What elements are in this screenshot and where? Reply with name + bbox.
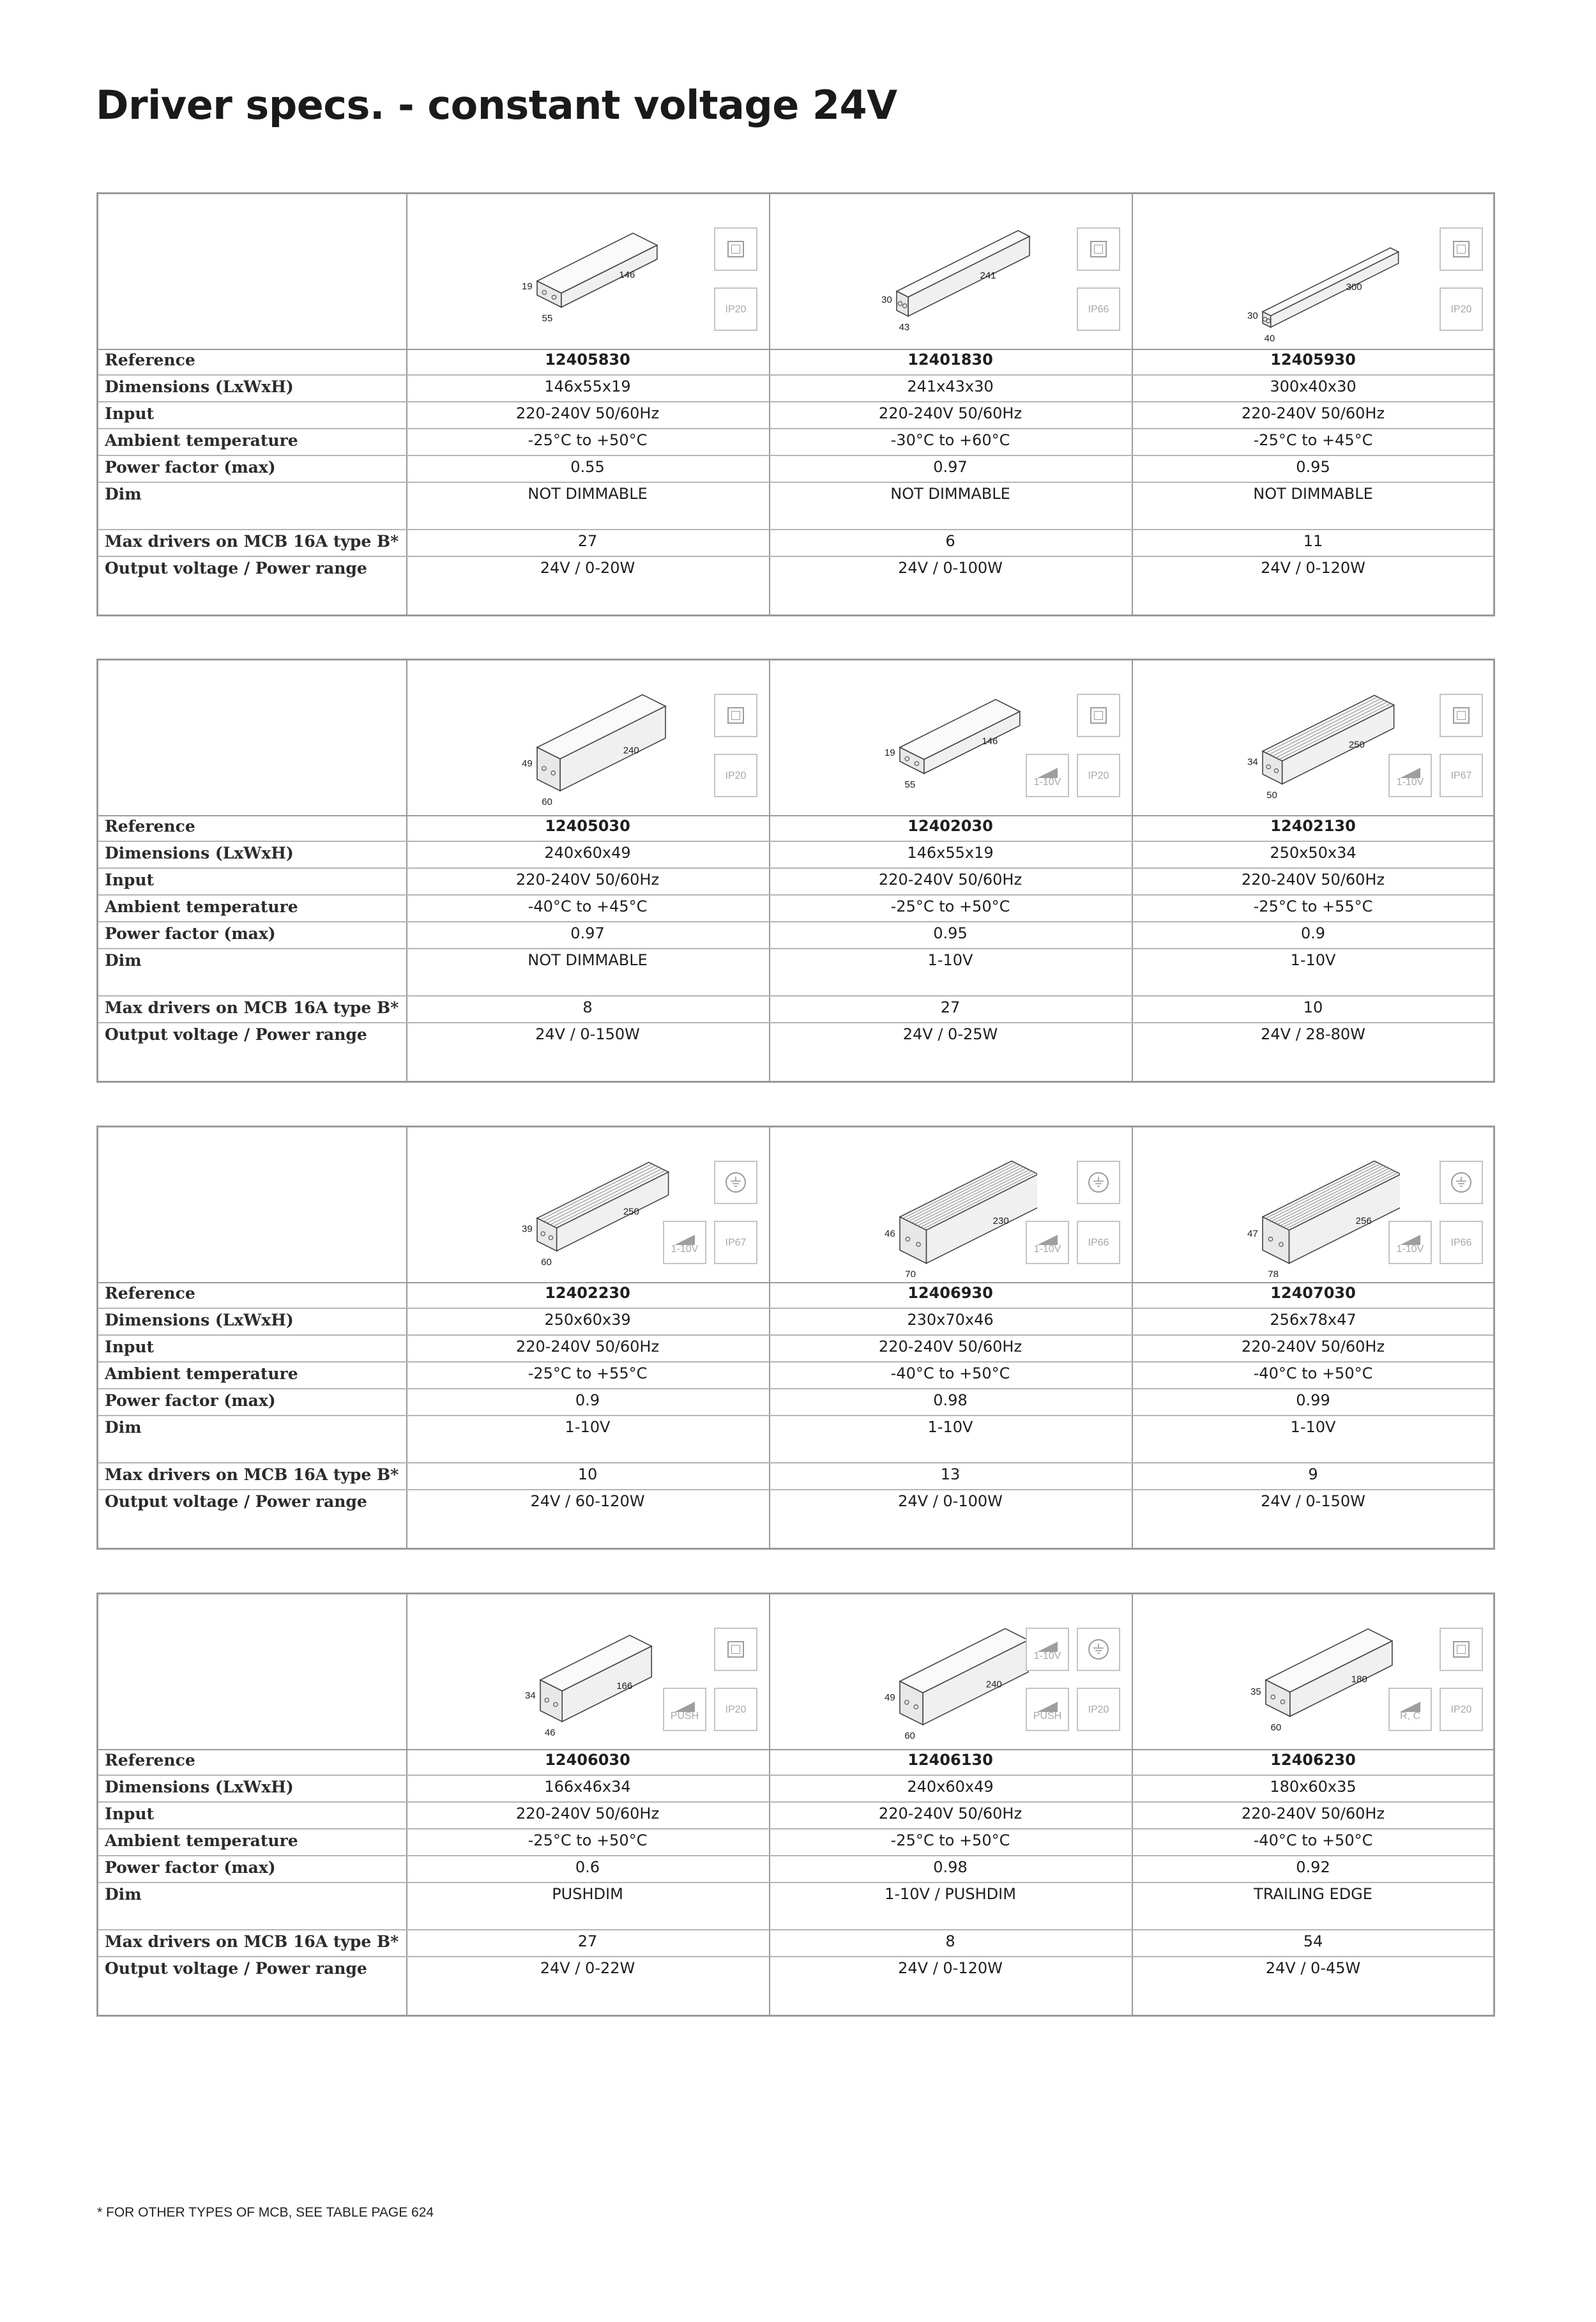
product-drawing (1234, 689, 1400, 810)
spec-value: -40°C to +50°C (1253, 1831, 1373, 1849)
spec-value: 6 (945, 532, 955, 550)
row-label: Input (105, 871, 155, 889)
spec-value: 12406130 (908, 1751, 993, 1769)
dimension-width-label: 55 (904, 779, 916, 790)
product-drawing (1234, 1623, 1400, 1744)
dimension-height-label: 47 (1247, 1228, 1258, 1240)
ip-rating-badge (1440, 1221, 1483, 1264)
spec-value: 1-10V / PUSHDIM (885, 1885, 1016, 1903)
row-label: Reference (105, 817, 195, 836)
product-drawing (508, 689, 674, 810)
dimension-height-label: 49 (885, 1692, 895, 1703)
spec-value: 24V / 0-150W (1261, 1492, 1365, 1510)
earth-lines-icon (728, 1176, 743, 1189)
dimming-badge (663, 1221, 706, 1264)
dimension-width-label: 40 (1264, 333, 1275, 344)
ip-rating-label: IP66 (1450, 1237, 1472, 1248)
product-image-cell (769, 1127, 1132, 1282)
product-image-row (98, 194, 1493, 350)
spec-value: 11 (1303, 532, 1323, 550)
spec-value: 250x50x34 (1270, 844, 1357, 862)
dimming-type-label: 1-10V (1033, 1244, 1061, 1255)
spec-value: 1-10V (1290, 951, 1336, 969)
dimension-height-label: 35 (1250, 1686, 1261, 1697)
spec-row-max-drivers (98, 530, 1493, 557)
product-top-face (1263, 248, 1399, 316)
spec-value: 12406230 (1270, 1751, 1356, 1769)
dimension-length-label: 256 (1355, 1215, 1372, 1226)
spec-row-dimensions (98, 842, 1493, 869)
ip-rating-label: IP20 (725, 1704, 747, 1715)
safety-class-badge (1440, 694, 1483, 737)
spec-row-reference (98, 1282, 1493, 1309)
spec-value: -30°C to +60°C (890, 431, 1010, 449)
dimension-length-label: 240 (623, 745, 639, 756)
safety-class-badge (1077, 1161, 1120, 1204)
double-insulation-icon (727, 707, 744, 724)
spec-row-dim (98, 1883, 1493, 1930)
dimming-badge (663, 1688, 706, 1731)
spec-row-input (98, 402, 1493, 429)
spec-value: 180x60x35 (1270, 1778, 1357, 1796)
spec-value: 24V / 28-80W (1261, 1025, 1365, 1043)
ip-rating-label: IP20 (1450, 304, 1472, 315)
row-label: Dim (105, 951, 142, 970)
dimension-length-label: 180 (1351, 1674, 1367, 1685)
row-label: Power factor (max) (105, 1391, 276, 1410)
dimming-type-label: 1-10V (1033, 1651, 1061, 1661)
double-insulation-icon (1090, 707, 1107, 724)
spec-value: PUSHDIM (552, 1885, 623, 1903)
dimension-length-label: 146 (982, 736, 998, 747)
spec-value: 250x60x39 (544, 1311, 631, 1329)
spec-row-max-drivers (98, 1463, 1493, 1490)
product-side-face (1271, 252, 1399, 327)
spec-value: 24V / 0-100W (898, 1492, 1003, 1510)
spec-row-ambient (98, 896, 1493, 922)
dimension-length-label: 241 (980, 270, 996, 281)
ip-rating-label: IP20 (1088, 770, 1109, 781)
product-image-row (98, 1127, 1493, 1283)
spec-row-dim (98, 483, 1493, 530)
ip-rating-label: IP67 (725, 1237, 747, 1248)
spec-value: 240x60x49 (544, 844, 631, 862)
spec-row-max-drivers (98, 997, 1493, 1023)
spec-value: 27 (940, 998, 961, 1016)
spec-value: 12402130 (1270, 817, 1356, 835)
row-label: Max drivers on MCB 16A type B* (105, 1465, 399, 1484)
dimension-width-label: 60 (904, 1730, 915, 1741)
spec-value: 10 (1303, 998, 1323, 1016)
spec-row-input (98, 1336, 1493, 1363)
spec-value: 0.98 (933, 1858, 968, 1876)
spec-value: 1-10V (1290, 1418, 1336, 1436)
dimension-length-label: 250 (1348, 739, 1365, 751)
spec-value: 1-10V (927, 1418, 973, 1436)
spec-value: 220-240V 50/60Hz (878, 1805, 1022, 1822)
dimming-type-label: PUSH (1033, 1711, 1062, 1722)
product-image-cell (1132, 661, 1494, 815)
spec-value: 54 (1303, 1932, 1323, 1950)
product-image-cell (406, 1594, 769, 1749)
spec-value: TRAILING EDGE (1254, 1885, 1372, 1903)
row-label: Output voltage / Power range (105, 1492, 367, 1511)
footnote: * FOR OTHER TYPES OF MCB, SEE TABLE PAGE 624 (97, 2205, 434, 2220)
spec-value: NOT DIMMABLE (1253, 485, 1373, 503)
spec-value: 220-240V 50/60Hz (515, 1805, 660, 1822)
spec-row-power-factor (98, 456, 1493, 483)
dimming-badge (1026, 1221, 1069, 1264)
spec-value: 0.95 (1296, 458, 1330, 476)
row-label: Max drivers on MCB 16A type B* (105, 998, 399, 1017)
ip-rating-badge (1440, 1688, 1483, 1731)
row-label: Max drivers on MCB 16A type B* (105, 532, 399, 551)
dimension-width-label: 70 (905, 1269, 916, 1277)
ip-rating-badge (1077, 1221, 1120, 1264)
spec-table (96, 1126, 1495, 1550)
safety-class-badge (714, 227, 757, 271)
spec-value: 0.92 (1296, 1858, 1330, 1876)
row-label: Ambient temperature (105, 431, 298, 450)
product-image-row (98, 661, 1493, 816)
dimension-height-label: 30 (881, 294, 892, 305)
dimension-width-label: 60 (542, 797, 552, 807)
dimension-height-label: 49 (522, 758, 533, 769)
ip-rating-badge (714, 1688, 757, 1731)
dimming-badge (1026, 1688, 1069, 1731)
dimension-height-label: 19 (522, 281, 533, 293)
dimension-length-label: 166 (616, 1681, 633, 1692)
spec-value: 0.95 (933, 924, 968, 942)
ip-rating-label: IP66 (1088, 1237, 1109, 1248)
spec-value: NOT DIMMABLE (528, 485, 648, 503)
product-image-cell (769, 661, 1132, 815)
spec-row-reference (98, 1749, 1493, 1776)
product-image-cell (406, 661, 769, 815)
spec-value: 256x78x47 (1270, 1311, 1357, 1329)
spec-row-output (98, 557, 1493, 615)
spec-value: 0.9 (575, 1391, 600, 1409)
spec-row-dimensions (98, 1776, 1493, 1803)
spec-row-dim (98, 1416, 1493, 1463)
spec-value: 241x43x30 (907, 378, 994, 395)
product-drawing (871, 1623, 1037, 1744)
safety-class-badge (1077, 1628, 1120, 1671)
spec-value: 12401830 (908, 351, 993, 369)
spec-value: 8 (582, 998, 593, 1016)
dimming-badge (1026, 754, 1069, 797)
spec-value: 146x55x19 (907, 844, 994, 862)
spec-value: 24V / 0-45W (1265, 1959, 1361, 1977)
spec-value: 220-240V 50/60Hz (878, 871, 1022, 889)
spec-value: 12405030 (545, 817, 630, 835)
spec-value: 12405830 (545, 351, 630, 369)
ip-rating-label: IP20 (1088, 1704, 1109, 1715)
row-label: Output voltage / Power range (105, 559, 367, 577)
dimension-width-label: 46 (544, 1727, 556, 1739)
spec-row-ambient (98, 1363, 1493, 1389)
spec-value: 0.99 (1296, 1391, 1330, 1409)
row-label: Power factor (max) (105, 458, 276, 477)
earth-lines-icon (1091, 1176, 1106, 1189)
dimension-width-label: 43 (899, 322, 910, 333)
product-image-cell (769, 194, 1132, 349)
row-label: Reference (105, 351, 195, 369)
double-insulation-icon (1453, 707, 1470, 724)
page-title: Driver specs. - constant voltage 24V (96, 82, 897, 128)
spec-value: 0.6 (575, 1858, 600, 1876)
spec-value: -25°C to +50°C (890, 897, 1010, 915)
spec-row-output (98, 1023, 1493, 1081)
dimming-type-label: 1-10V (1396, 1244, 1424, 1255)
dimming-badge (1026, 1628, 1069, 1671)
spec-value: 24V / 0-120W (1261, 559, 1365, 577)
dimension-length-label: 240 (985, 1679, 1002, 1690)
safety-class-badge (1077, 227, 1120, 271)
ip-rating-badge (1077, 287, 1120, 331)
spec-value: 24V / 0-20W (540, 559, 635, 577)
spec-value: 0.98 (933, 1391, 968, 1409)
product-drawing (871, 689, 1037, 810)
spec-row-ambient (98, 1829, 1493, 1856)
spec-value: 24V / 0-150W (535, 1025, 640, 1043)
row-label: Dim (105, 1885, 142, 1904)
row-label: Reference (105, 1284, 195, 1302)
dimming-type-label: 1-10V (671, 1244, 699, 1255)
spec-value: 12407030 (1270, 1284, 1356, 1302)
safety-class-badge (1440, 1161, 1483, 1204)
double-insulation-icon (727, 241, 744, 257)
product-image-cell (1132, 1594, 1494, 1749)
dimension-length-label: 146 (619, 270, 635, 281)
row-label: Dimensions (LxWxH) (105, 1778, 294, 1796)
dimension-width-label: 55 (542, 312, 553, 324)
spec-value: 9 (1308, 1465, 1318, 1483)
ip-rating-badge (714, 287, 757, 331)
ip-rating-badge (1077, 754, 1120, 797)
row-label: Dimensions (LxWxH) (105, 844, 294, 862)
spec-row-output (98, 1957, 1493, 2015)
product-drawing (1234, 1156, 1400, 1277)
dimming-badge (1388, 754, 1432, 797)
spec-value: 220-240V 50/60Hz (878, 404, 1022, 422)
ip-rating-label: IP20 (725, 770, 747, 781)
double-insulation-icon (1453, 241, 1470, 257)
row-label: Input (105, 1805, 155, 1823)
spec-row-ambient (98, 429, 1493, 456)
dimension-height-label: 19 (885, 747, 895, 759)
spec-value: 24V / 0-100W (898, 559, 1003, 577)
row-label: Max drivers on MCB 16A type B* (105, 1932, 399, 1951)
product-drawing (508, 1623, 674, 1744)
spec-value: 13 (940, 1465, 961, 1483)
spec-value: 0.55 (570, 458, 605, 476)
safety-class-badge (714, 1161, 757, 1204)
spec-table (96, 1593, 1495, 2017)
spec-value: -25°C to +55°C (528, 1364, 648, 1382)
spec-value: 0.9 (1300, 924, 1326, 942)
spec-value: -25°C to +50°C (528, 1831, 648, 1849)
spec-value: 146x55x19 (544, 378, 631, 395)
spec-row-dim (98, 949, 1493, 997)
spec-row-power-factor (98, 1856, 1493, 1883)
product-image-cell (1132, 1127, 1494, 1282)
double-insulation-icon (1453, 1641, 1470, 1658)
safety-class-badge (714, 1628, 757, 1671)
spec-row-reference (98, 815, 1493, 842)
dimension-height-label: 30 (1247, 310, 1258, 321)
spec-value: -25°C to +50°C (528, 431, 648, 449)
product-image-cell (406, 194, 769, 349)
row-label: Dim (105, 1418, 142, 1437)
dimension-width-label: 78 (1268, 1269, 1279, 1277)
product-image-row (98, 1594, 1493, 1750)
dimension-width-label: 60 (1270, 1722, 1282, 1733)
spec-value: 24V / 0-22W (540, 1959, 635, 1977)
spec-value: 1-10V (565, 1418, 611, 1436)
spec-value: NOT DIMMABLE (890, 485, 1010, 503)
spec-value: 1-10V (927, 951, 973, 969)
spec-row-reference (98, 349, 1493, 376)
spec-value: 230x70x46 (907, 1311, 994, 1329)
dimming-type-label: R, C (1400, 1711, 1420, 1722)
row-label: Ambient temperature (105, 1831, 298, 1850)
spec-row-dimensions (98, 1309, 1493, 1336)
dimension-height-label: 46 (885, 1228, 895, 1240)
spec-value: 24V / 60-120W (530, 1492, 645, 1510)
ip-rating-badge (1440, 754, 1483, 797)
ip-rating-label: IP67 (1450, 770, 1472, 781)
product-drawing (508, 1156, 674, 1277)
row-label: Power factor (max) (105, 1858, 276, 1877)
double-insulation-icon (727, 1641, 744, 1658)
spec-value: 24V / 0-25W (902, 1025, 998, 1043)
spec-value: NOT DIMMABLE (528, 951, 648, 969)
spec-value: 0.97 (933, 458, 968, 476)
dimming-type-label: PUSH (670, 1711, 699, 1722)
product-image-cell (769, 1594, 1132, 1749)
safety-class-badge (1440, 227, 1483, 271)
row-label: Dimensions (LxWxH) (105, 1311, 294, 1329)
row-label: Input (105, 1338, 155, 1356)
spec-row-power-factor (98, 922, 1493, 949)
row-label: Ambient temperature (105, 1364, 298, 1383)
ip-rating-badge (714, 1221, 757, 1264)
spec-table (96, 192, 1495, 616)
dimming-badge (1388, 1688, 1432, 1731)
spec-value: -25°C to +45°C (1253, 431, 1373, 449)
spec-value: 8 (945, 1932, 955, 1950)
spec-value: -25°C to +55°C (1253, 897, 1373, 915)
ip-rating-label: IP20 (1450, 1704, 1472, 1715)
ip-rating-badge (1077, 1688, 1120, 1731)
spec-value: 220-240V 50/60Hz (1241, 1805, 1385, 1822)
spec-value: 240x60x49 (907, 1778, 994, 1796)
spec-value: 12406030 (545, 1751, 630, 1769)
spec-row-power-factor (98, 1389, 1493, 1416)
row-label: Ambient temperature (105, 897, 298, 916)
spec-value: 27 (577, 1932, 598, 1950)
product-drawing (508, 222, 674, 344)
product-drawing (871, 1156, 1037, 1277)
spec-row-input (98, 1803, 1493, 1829)
ip-rating-badge (714, 754, 757, 797)
dimension-length-label: 300 (1346, 281, 1362, 293)
dimension-length-label: 250 (623, 1206, 639, 1218)
row-label: Dim (105, 485, 142, 503)
spec-value: 10 (577, 1465, 598, 1483)
dimension-width-label: 50 (1266, 790, 1277, 801)
dimming-type-label: 1-10V (1033, 777, 1061, 788)
spec-value: 12405930 (1270, 351, 1356, 369)
spec-value: 220-240V 50/60Hz (1241, 1338, 1385, 1356)
spec-value: 220-240V 50/60Hz (1241, 871, 1385, 889)
dimension-height-label: 34 (1247, 756, 1258, 768)
safety-class-badge (1440, 1628, 1483, 1671)
spec-value: 220-240V 50/60Hz (1241, 404, 1385, 422)
spec-row-input (98, 869, 1493, 896)
spec-table (96, 659, 1495, 1083)
spec-value: 0.97 (570, 924, 605, 942)
double-insulation-icon (1090, 241, 1107, 257)
spec-row-max-drivers (98, 1930, 1493, 1957)
row-label: Input (105, 404, 155, 423)
spec-value: 24V / 0-120W (898, 1959, 1003, 1977)
product-image-cell (406, 1127, 769, 1282)
product-drawing (871, 222, 1037, 344)
spec-value: 220-240V 50/60Hz (515, 871, 660, 889)
dimension-height-label: 39 (522, 1223, 533, 1235)
dimension-width-label: 60 (541, 1256, 552, 1268)
safety-class-badge (714, 694, 757, 737)
row-label: Output voltage / Power range (105, 1025, 367, 1044)
spec-value: -40°C to +50°C (1253, 1364, 1373, 1382)
dimming-type-label: 1-10V (1396, 777, 1424, 788)
spec-value: 220-240V 50/60Hz (515, 1338, 660, 1356)
spec-value: -25°C to +50°C (890, 1831, 1010, 1849)
ip-rating-badge (1440, 287, 1483, 331)
dimming-badge (1388, 1221, 1432, 1264)
product-drawing (1234, 222, 1400, 344)
row-label: Reference (105, 1751, 195, 1769)
dimension-length-label: 230 (992, 1215, 1009, 1226)
product-image-cell (1132, 194, 1494, 349)
spec-value: 12402030 (908, 817, 993, 835)
spec-value: 300x40x30 (1270, 378, 1357, 395)
ip-rating-label: IP66 (1088, 304, 1109, 315)
spec-value: 27 (577, 532, 598, 550)
spec-value: 166x46x34 (544, 1778, 631, 1796)
spec-row-dimensions (98, 376, 1493, 402)
safety-class-badge (1077, 694, 1120, 737)
spec-value: 12402230 (545, 1284, 630, 1302)
spec-value: 12406930 (908, 1284, 993, 1302)
row-label: Dimensions (LxWxH) (105, 378, 294, 396)
earth-lines-icon (1454, 1176, 1469, 1189)
spec-value: 220-240V 50/60Hz (515, 404, 660, 422)
ip-rating-label: IP20 (725, 304, 747, 315)
spec-value: -40°C to +50°C (890, 1364, 1010, 1382)
dimension-height-label: 34 (525, 1690, 536, 1701)
spec-value: -40°C to +45°C (528, 897, 648, 915)
earth-lines-icon (1091, 1643, 1106, 1656)
row-label: Power factor (max) (105, 924, 276, 943)
row-label: Output voltage / Power range (105, 1959, 367, 1978)
spec-row-output (98, 1490, 1493, 1548)
spec-value: 220-240V 50/60Hz (878, 1338, 1022, 1356)
